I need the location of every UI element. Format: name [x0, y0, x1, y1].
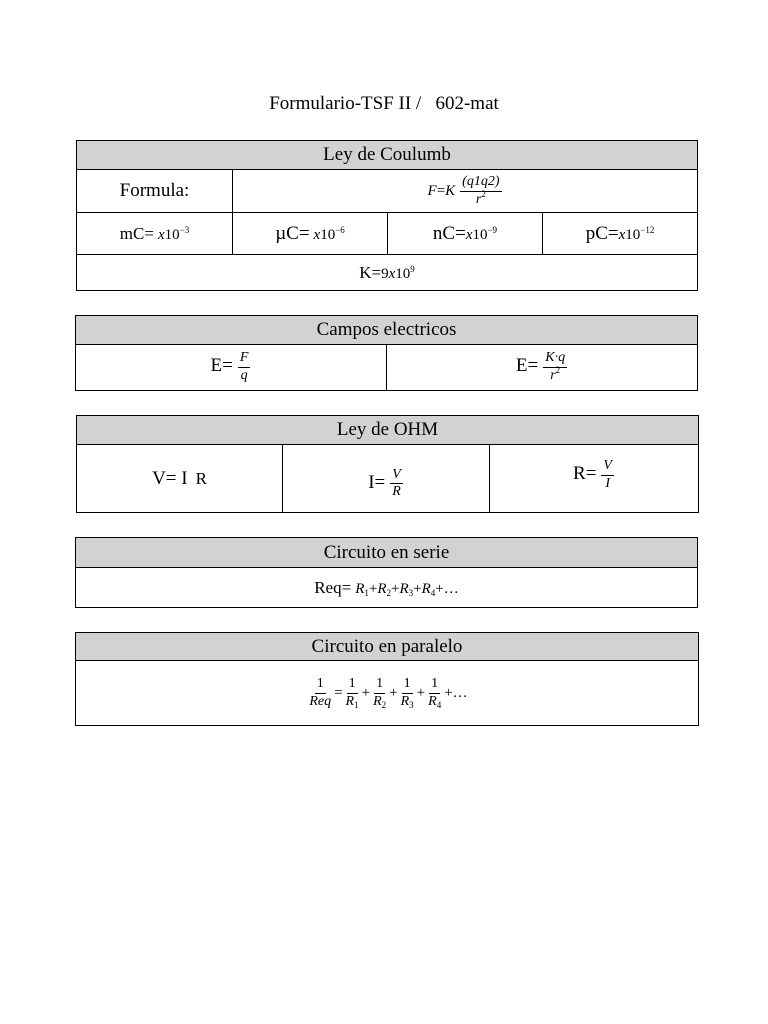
prefix-nano: $nC=x10^{-9}$	[388, 213, 543, 255]
document-title: Formulario-TSF II / 602-mat	[269, 93, 499, 114]
ohm-resistance-formula: R= $\frac{V}{I}$	[490, 445, 699, 513]
prefix-milli: $mC= x10^{-3}$	[77, 213, 233, 255]
coulomb-table	[76, 140, 698, 291]
coulomb-fraction: $\frac{(q1q2)}{r^2}$	[462, 173, 500, 207]
coulomb-constant: $K=9x10^9$	[77, 255, 698, 291]
ohm-header: Ley de OHM	[77, 416, 699, 445]
serie-table	[75, 537, 698, 608]
serie-header: Circuito en serie	[76, 538, 698, 568]
serie-formula: $Req= R_1+R_2+R_3+R_4+\dots$	[76, 568, 698, 608]
ohm-table	[76, 415, 699, 513]
paralelo-header: Circuito en paralelo	[76, 633, 699, 661]
coulomb-formula: F=K $\frac{(q1q2)}{r^2}$	[233, 170, 698, 213]
paralelo-table	[75, 632, 699, 726]
ohm-voltage-formula: V= I R	[77, 445, 283, 513]
campos-header: Campos electricos	[76, 316, 698, 345]
coulomb-header: Ley de Coulumb	[77, 141, 698, 170]
ohm-current-formula: I= $\frac{V}{R}$	[283, 445, 490, 513]
paralelo-formula: $\frac{1}{\text{Req}}$ = $\frac{1}{R_1}$ + $\frac{1}{R_2}$ + $\frac{1}{R_3}$ + $\frac{1}{R_4}$ +…	[76, 661, 699, 726]
prefix-micro: $\mu C= x10^{-6}$	[233, 213, 388, 255]
electric-field-force-formula: E= $\frac{F}{q}$	[76, 345, 387, 391]
prefix-pico: $pC=x10^{-12}$	[543, 213, 698, 255]
electric-field-charge-formula: E= $\frac{K\cdot q}{r^2}$	[387, 345, 698, 391]
campos-table	[75, 315, 698, 391]
formula-label: Formula:	[77, 170, 233, 213]
